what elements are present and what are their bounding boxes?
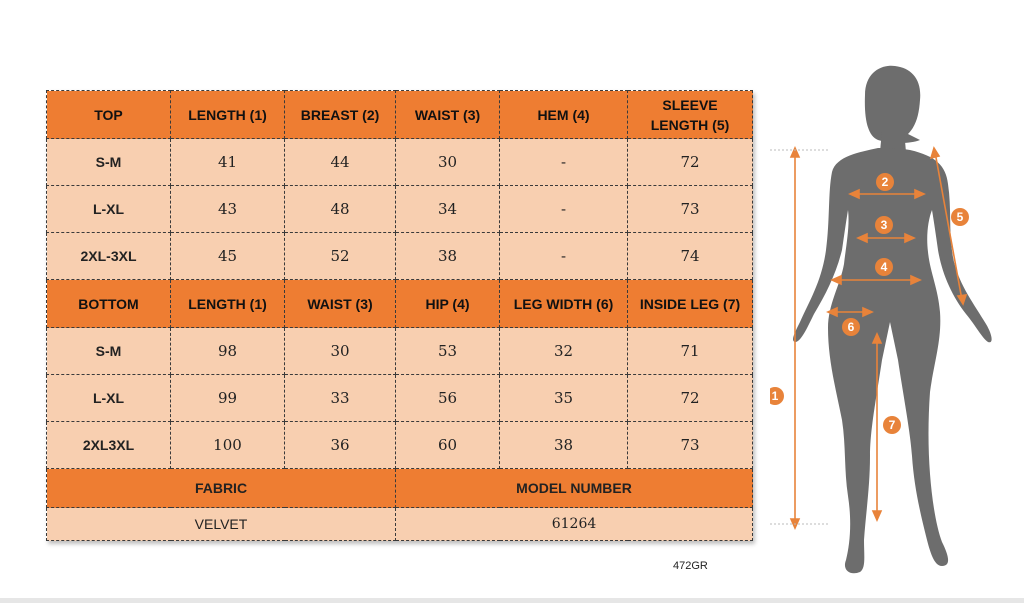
table-cell: 72 [628, 139, 753, 186]
bottom-header-cell: LEG WIDTH (6) [500, 280, 628, 328]
svg-text:4: 4 [880, 260, 888, 274]
table-cell: 30 [285, 328, 396, 375]
table-cell: 98 [171, 328, 285, 375]
fabric-value: VELVET [47, 508, 396, 541]
table-cell: 44 [285, 139, 396, 186]
product-code: 472GR [673, 560, 708, 572]
table-cell: 56 [396, 375, 500, 422]
svg-text:6: 6 [847, 320, 855, 334]
svg-text:2: 2 [881, 175, 889, 189]
table-row [47, 233, 753, 280]
size-cell: 2XL-3XL [47, 233, 171, 280]
table-cell: - [500, 233, 628, 280]
size-cell: L-XL [47, 375, 171, 422]
table-cell: 99 [171, 375, 285, 422]
bottom-header-cell: LENGTH (1) [171, 280, 285, 328]
marker-7 [883, 416, 901, 434]
woman-silhouette [793, 66, 992, 574]
table-cell: - [500, 139, 628, 186]
table-cell: 35 [500, 375, 628, 422]
table-cell: 33 [285, 375, 396, 422]
top-header-cell: HEM (4) [500, 91, 628, 139]
table-cell: 72 [628, 375, 753, 422]
marker-5 [951, 208, 969, 226]
fabric-label: FABRIC [47, 469, 396, 508]
table-cell: 32 [500, 328, 628, 375]
table-cell: 38 [500, 422, 628, 469]
top-header-cell: SLEEVE LENGTH (5) [628, 91, 753, 139]
marker-2 [876, 173, 894, 191]
bottom-header-cell: WAIST (3) [285, 280, 396, 328]
table-cell: 53 [396, 328, 500, 375]
table-cell: 74 [628, 233, 753, 280]
table-cell: 48 [285, 186, 396, 233]
svg-text:7: 7 [888, 418, 896, 432]
table-row [47, 139, 753, 186]
table-cell: 52 [285, 233, 396, 280]
size-cell: L-XL [47, 186, 171, 233]
model-number-value: 61264 [396, 508, 753, 541]
bottom-divider [0, 598, 1024, 603]
model-number-label: MODEL NUMBER [396, 469, 753, 508]
table-cell: 60 [396, 422, 500, 469]
fabric-header-row [47, 469, 753, 508]
size-cell: S-M [47, 139, 171, 186]
marker-4 [875, 258, 893, 276]
top-header-cell: WAIST (3) [396, 91, 500, 139]
marker-1 [770, 387, 784, 405]
table-row [47, 328, 753, 375]
svg-text:1: 1 [771, 389, 779, 403]
fabric-value-row [47, 508, 753, 541]
size-cell: S-M [47, 328, 171, 375]
table-cell: 100 [171, 422, 285, 469]
marker-3 [875, 216, 893, 234]
table-cell: 43 [171, 186, 285, 233]
size-chart-table [46, 90, 753, 541]
table-cell: 45 [171, 233, 285, 280]
svg-text:5: 5 [956, 210, 964, 224]
table-cell: 71 [628, 328, 753, 375]
table-row [47, 375, 753, 422]
bottom-header-cell: HIP (4) [396, 280, 500, 328]
top-header-row [47, 91, 753, 139]
table-cell: 73 [628, 422, 753, 469]
top-header-cell: BREAST (2) [285, 91, 396, 139]
bottom-header-cell: BOTTOM [47, 280, 171, 328]
table-cell: 30 [396, 139, 500, 186]
marker-6 [842, 318, 860, 336]
table-cell: 73 [628, 186, 753, 233]
table-row [47, 422, 753, 469]
table-cell: - [500, 186, 628, 233]
table-cell: 36 [285, 422, 396, 469]
body-measurement-figure [770, 60, 1020, 590]
size-cell: 2XL3XL [47, 422, 171, 469]
bottom-header-cell: INSIDE LEG (7) [628, 280, 753, 328]
table-cell: 41 [171, 139, 285, 186]
bottom-header-row [47, 280, 753, 328]
table-cell: 34 [396, 186, 500, 233]
top-header-cell: TOP [47, 91, 171, 139]
table-cell: 38 [396, 233, 500, 280]
svg-text:3: 3 [880, 218, 888, 232]
table-row [47, 186, 753, 233]
top-header-cell: LENGTH (1) [171, 91, 285, 139]
